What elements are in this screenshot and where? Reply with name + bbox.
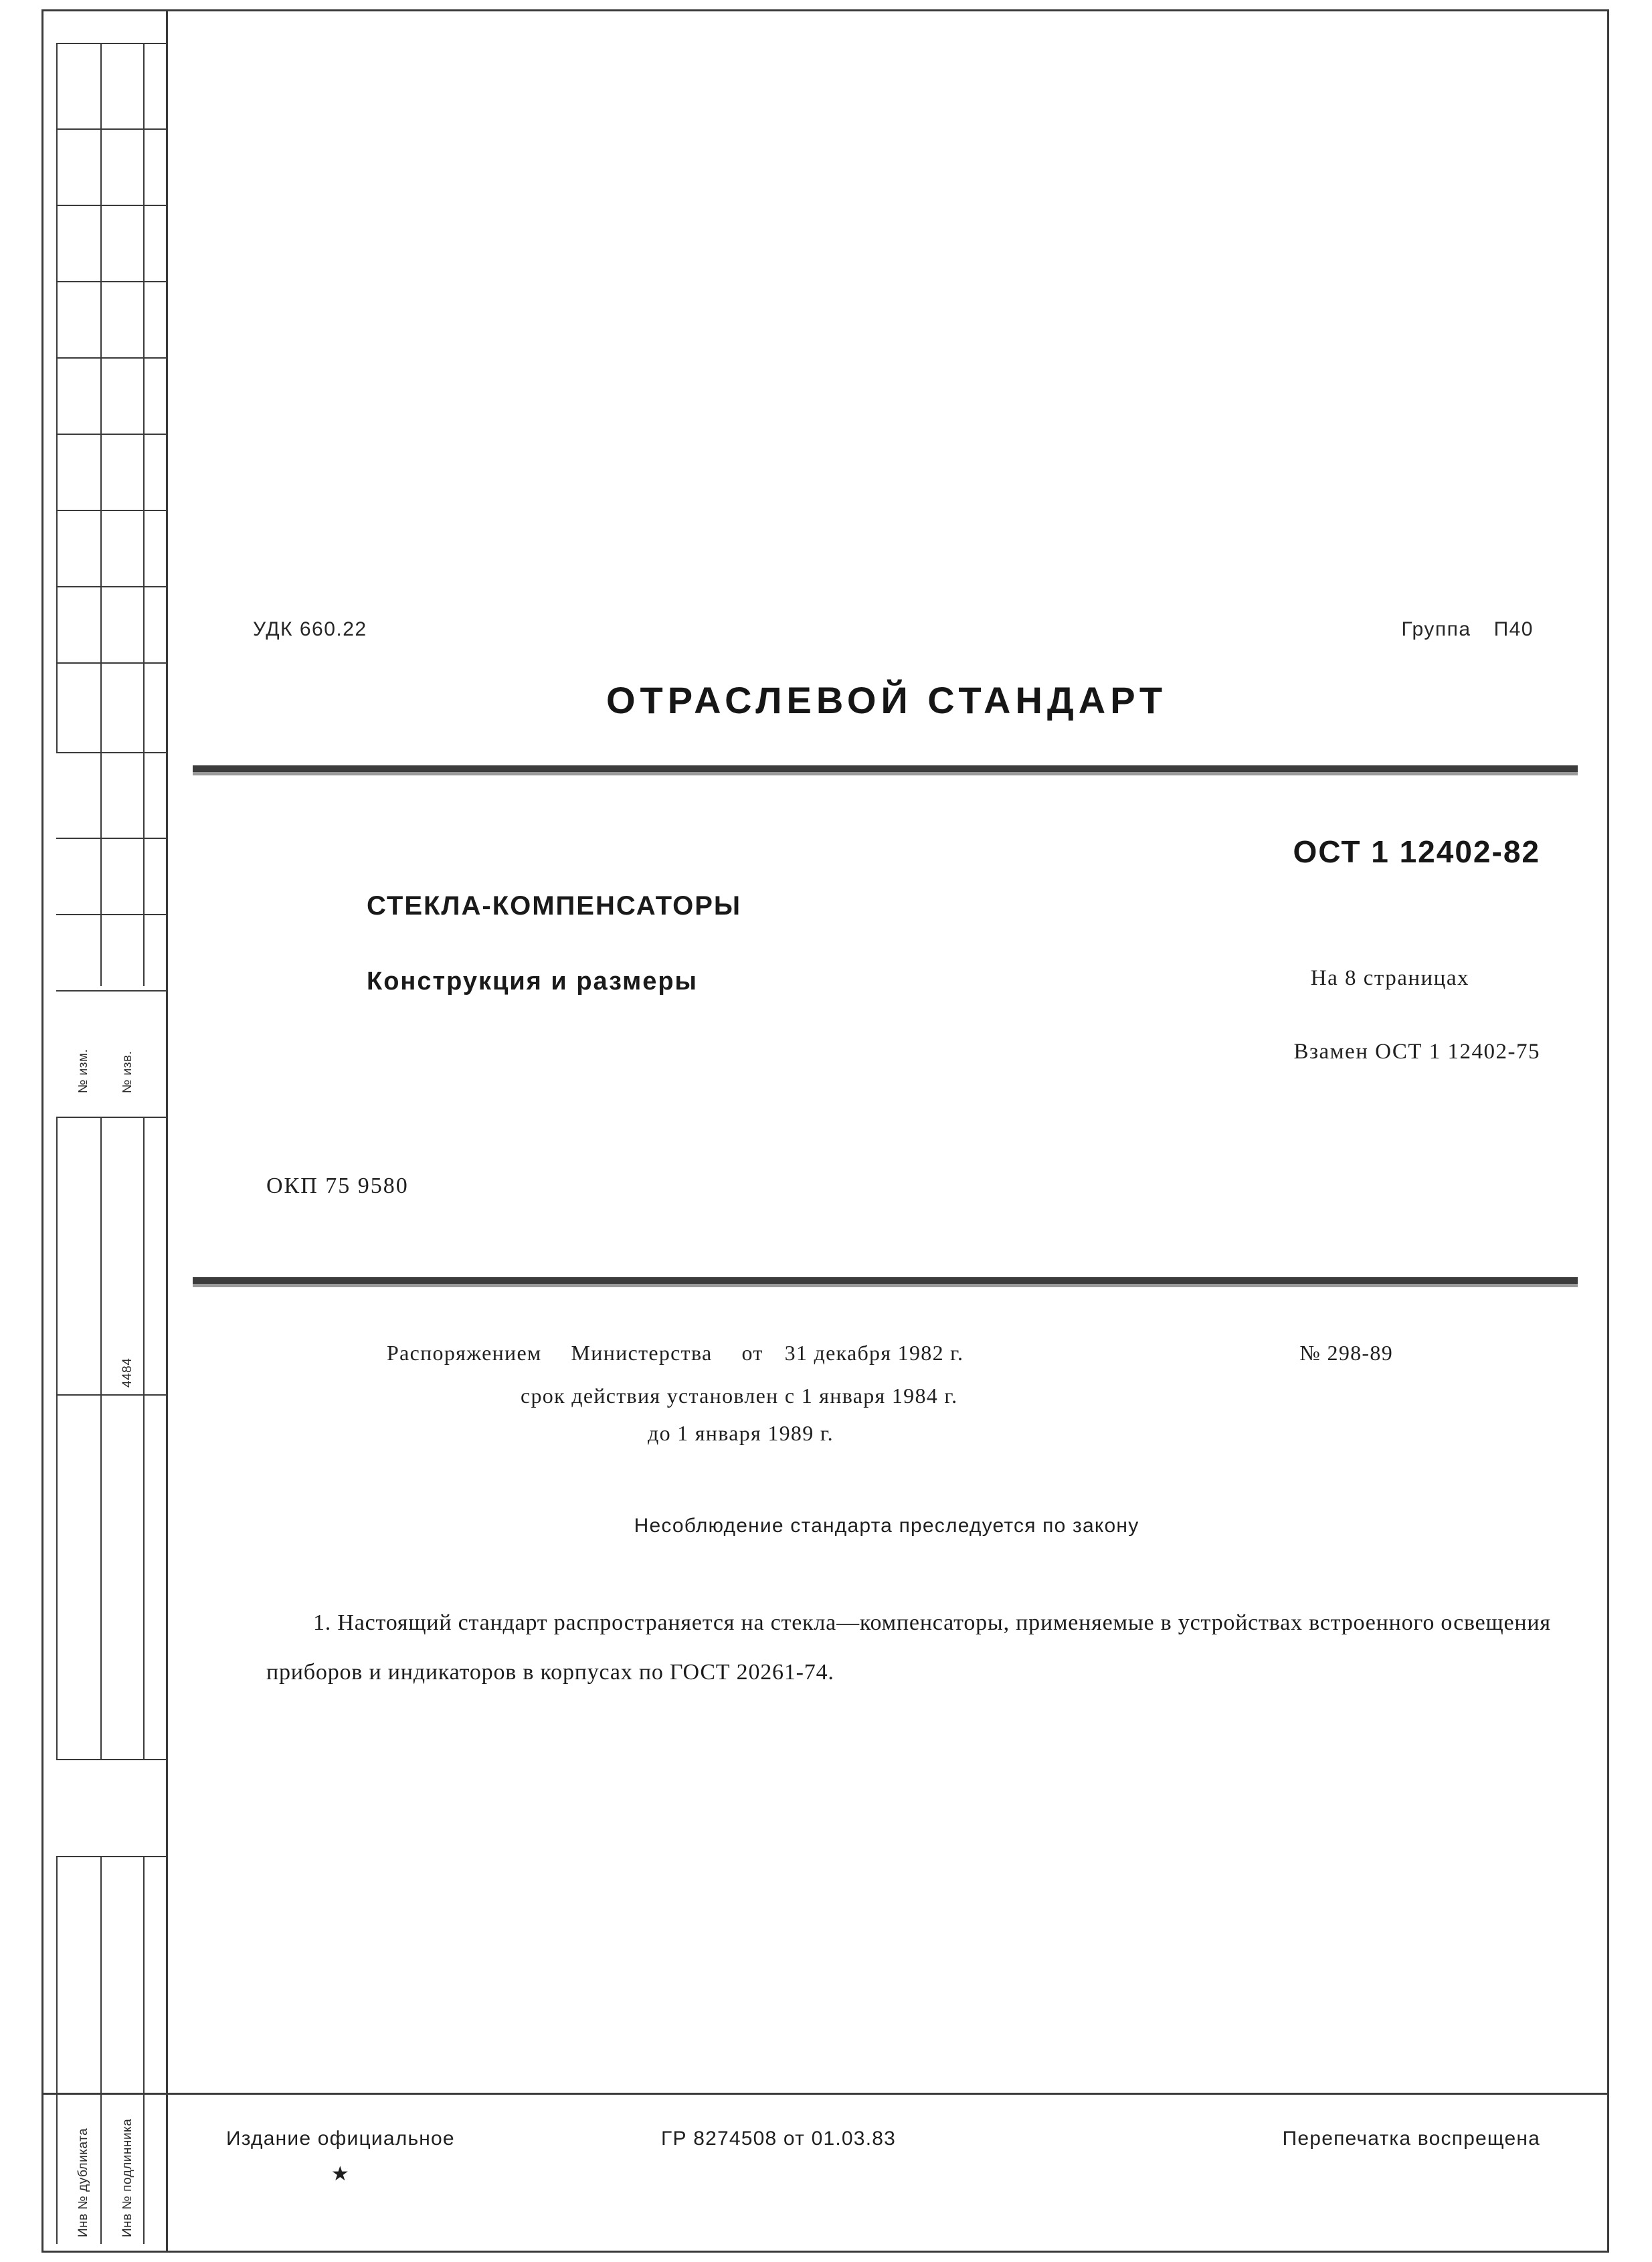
- stamp-vline-j: [100, 1856, 102, 2244]
- pages-note: На 8 страницах: [1310, 966, 1469, 990]
- stamp-hline-16: [56, 1759, 166, 1760]
- rule-top: [193, 765, 1578, 772]
- order-date: 31 декабря 1982 г.: [784, 1341, 964, 1365]
- stamp-hline-4: [56, 281, 166, 282]
- penalty-note: Несоблюдение стандарта преследуется по закону: [634, 1515, 1139, 1537]
- udk-code: УДК 660.22: [253, 618, 367, 640]
- stamp-hline-5: [56, 357, 166, 359]
- object-subtitle: Конструкция и размеры: [367, 967, 698, 996]
- group-code: [1401, 618, 1534, 641]
- order-prefix: Распоряжением: [387, 1341, 542, 1365]
- clause-1: [266, 1598, 1551, 1697]
- stamp-label-code: 4484: [120, 1357, 134, 1388]
- stamp-hline-8: [56, 586, 166, 587]
- stamp-vline-h: [143, 1117, 145, 1759]
- footer-registration: ГР 8274508 от 01.03.83: [661, 2128, 896, 2150]
- validity-from: срок действия установлен с 1 января 1984 г.: [521, 1384, 958, 1408]
- group-value: П40: [1493, 618, 1534, 640]
- page-frame-bottom-edge: [41, 2251, 1609, 2253]
- stamp-label-inv-dubl: Инв № дубликата: [76, 2128, 90, 2237]
- object-name: СТЕКЛА-КОМПЕНСАТОРЫ: [367, 891, 742, 921]
- stamp-hline-13: [56, 990, 166, 992]
- star-icon: ★: [331, 2163, 350, 2185]
- order-number: № 298-89: [1299, 1341, 1393, 1365]
- stamp-vline-e: [143, 752, 145, 986]
- stamp-vline-i: [56, 1856, 58, 2244]
- group-label: Группа: [1401, 618, 1471, 640]
- page-title: ОТРАСЛЕВОЙ СТАНДАРТ: [606, 679, 1168, 721]
- footer-edition: [226, 2128, 455, 2186]
- stamp-vline-g: [100, 1117, 102, 1759]
- stamp-hline-6: [56, 434, 166, 435]
- standard-number: ОСТ 1 12402-82: [1293, 834, 1540, 869]
- validity-to: до 1 января 1989 г.: [648, 1421, 834, 1445]
- stamp-hline-12: [56, 914, 166, 915]
- stamp-hline-17: [56, 1856, 166, 1857]
- stamp-label-no-izv: № изв.: [120, 1050, 134, 1093]
- order-line: [387, 1341, 963, 1365]
- okp-code: ОКП 75 9580: [266, 1173, 409, 1198]
- stamp-hline-9: [56, 662, 166, 664]
- stamp-hline-1: [56, 43, 166, 44]
- stamp-vline-k: [143, 1856, 145, 2244]
- stamp-vline-b: [100, 43, 102, 752]
- clause-1-text: 1. Настоящий стандарт распространяется на стекла—компенсаторы, применяемые в устройствах встроенного освещения приборов и индикаторов в корпусах по ГОСТ 20261-74.: [266, 1610, 1551, 1685]
- document-content: [166, 9, 1607, 2251]
- footer-reprint-note: Перепечатка воспрещена: [1282, 2128, 1540, 2150]
- footer-edition-label: Издание официальное: [226, 2128, 455, 2150]
- stamp-vline-d: [100, 752, 102, 986]
- page-frame-right-edge: [1607, 9, 1609, 2251]
- stamp-hline-2: [56, 128, 166, 130]
- stamp-hline-11: [56, 838, 166, 839]
- replaces-note: Взамен ОСТ 1 12402-75: [1293, 1040, 1540, 1064]
- rule-bottom: [193, 1277, 1578, 1284]
- stamp-vline-c: [143, 43, 145, 752]
- stamp-hline-3: [56, 205, 166, 206]
- stamp-label-inv-podl: Инв № подлинника: [120, 2118, 134, 2237]
- left-form-stamp: [41, 9, 166, 2251]
- stamp-hline-7: [56, 510, 166, 511]
- stamp-label-no-izm: № изм.: [76, 1048, 90, 1093]
- order-from: от: [741, 1341, 763, 1365]
- page-footer: [166, 2128, 1607, 2221]
- stamp-hline-15: [56, 1394, 166, 1396]
- stamp-hline-14: [56, 1117, 166, 1118]
- stamp-hline-10: [56, 752, 166, 753]
- order-ministry: Министерства: [571, 1341, 713, 1365]
- stamp-vline-a: [56, 43, 58, 752]
- stamp-vline-f: [56, 1117, 58, 1759]
